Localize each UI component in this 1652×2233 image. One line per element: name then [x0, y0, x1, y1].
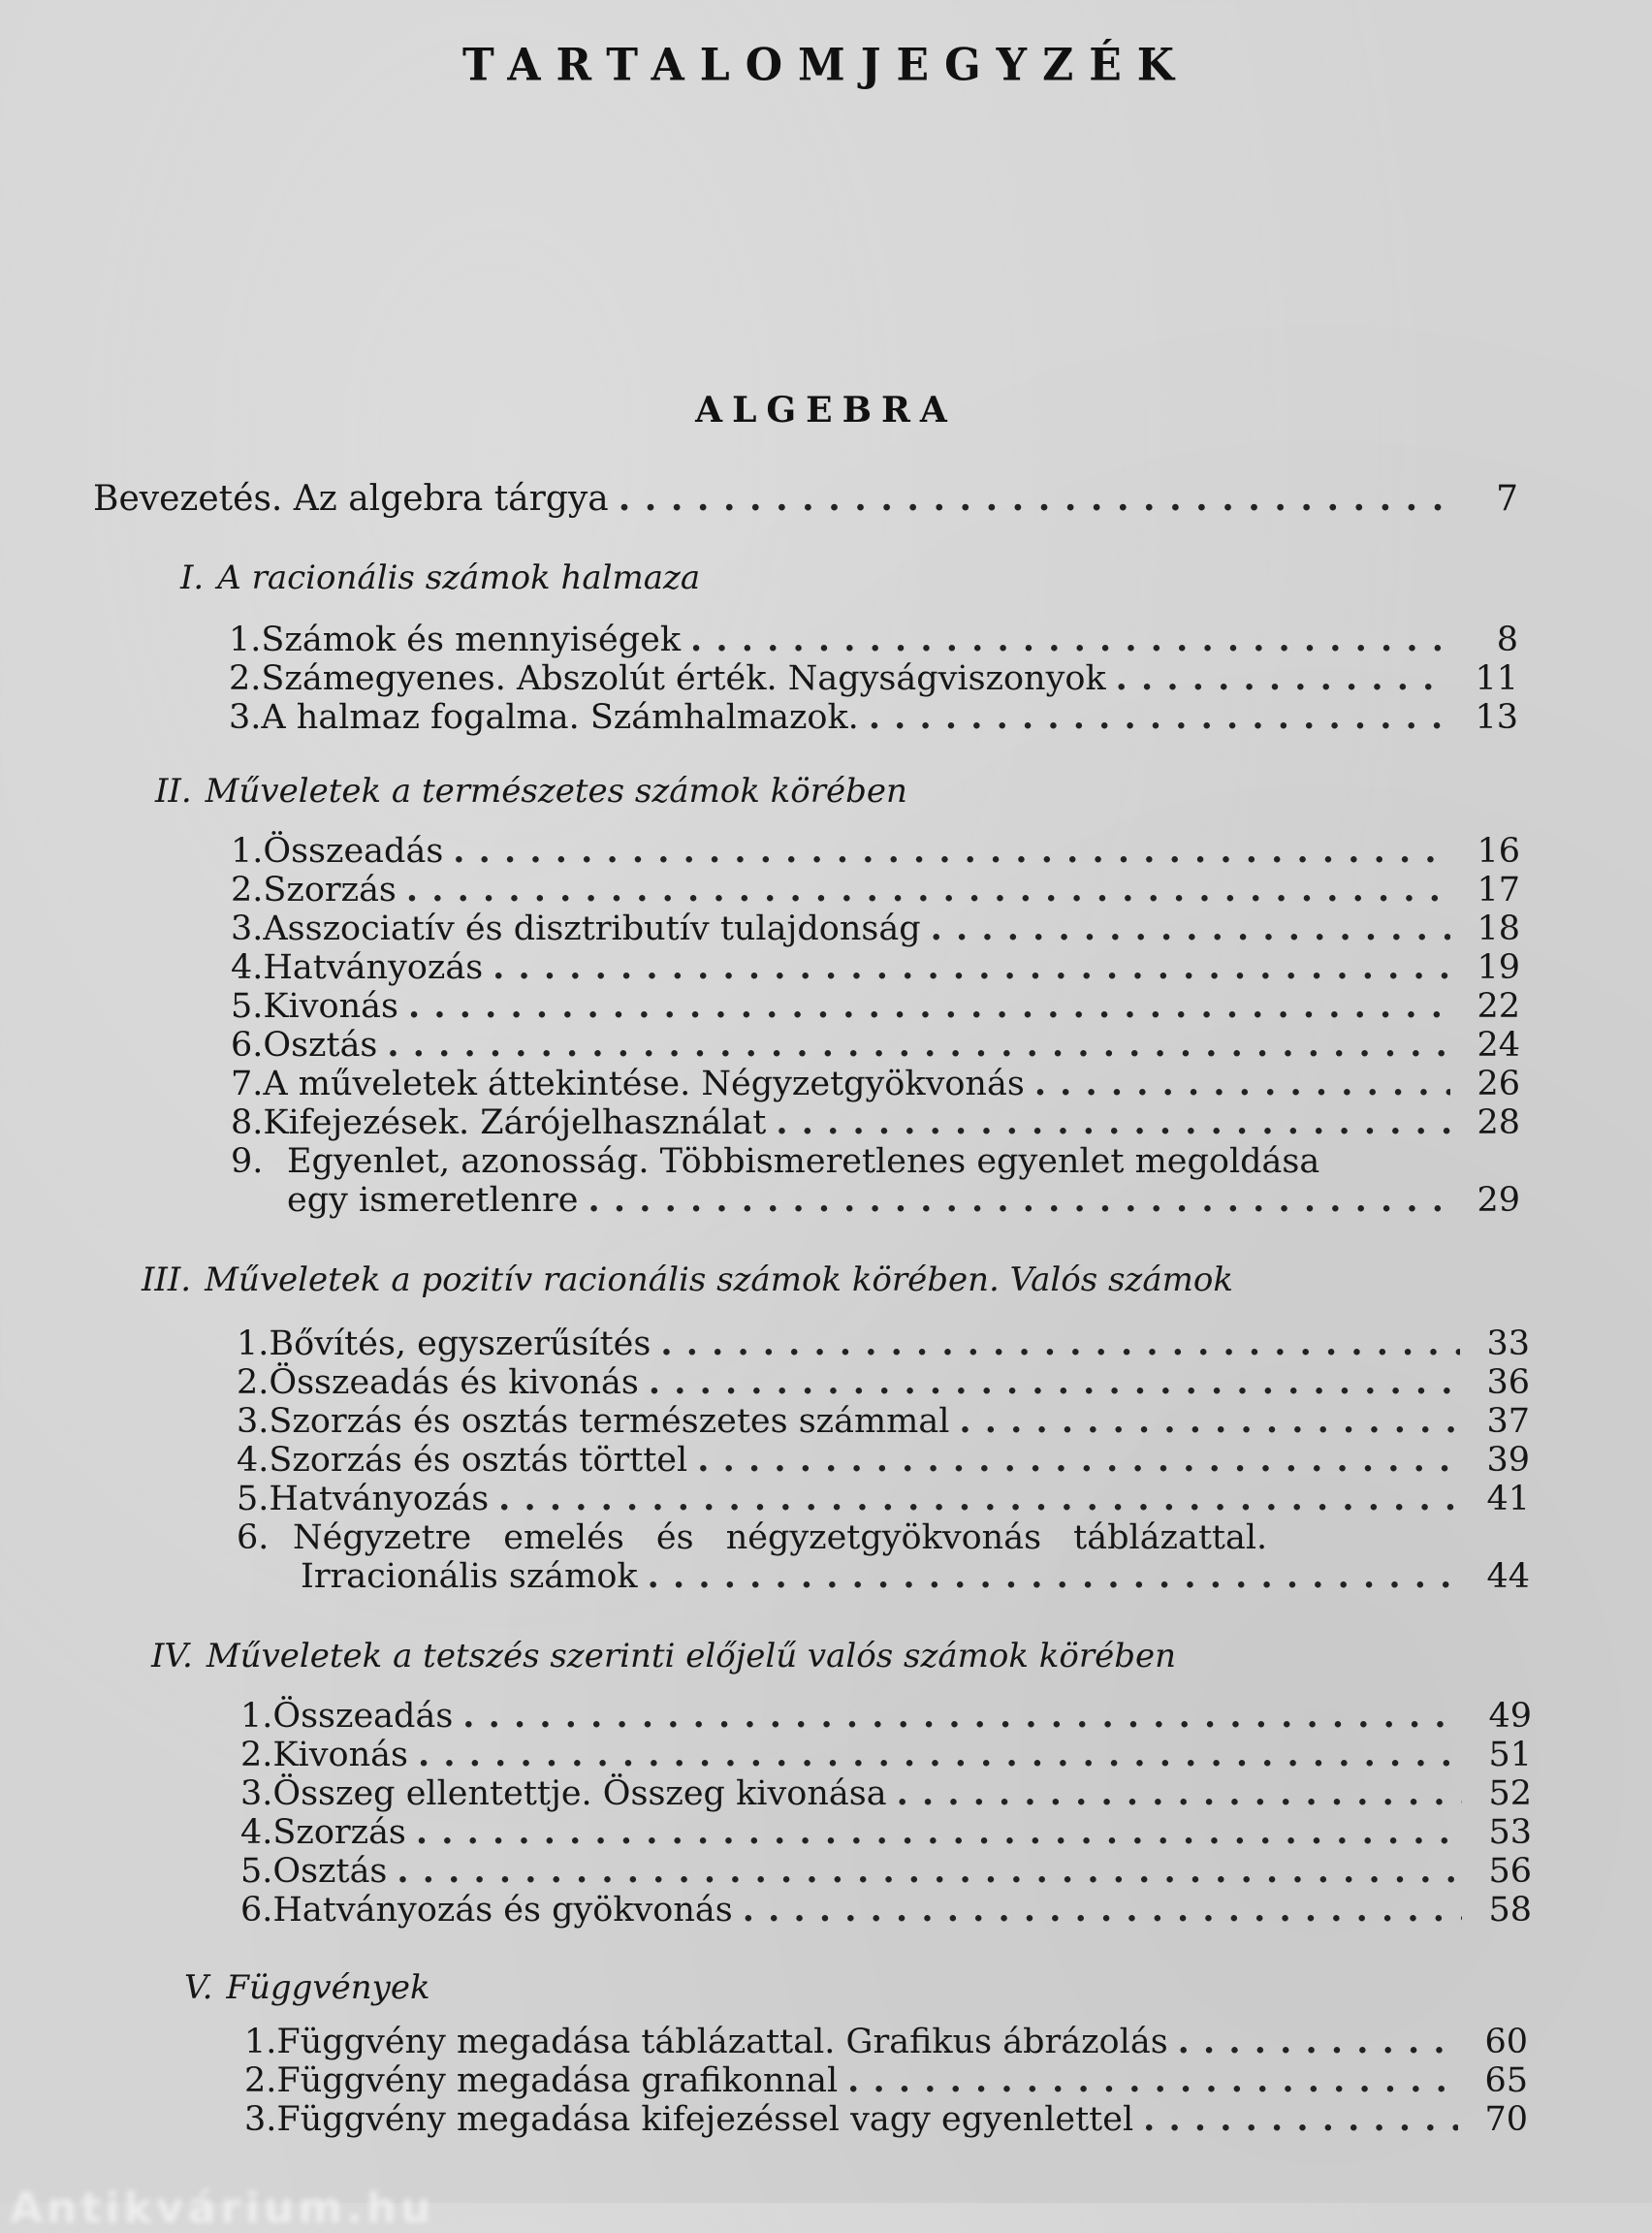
- toc-page-number: 53: [1488, 1813, 1532, 1852]
- chapter-heading: [155, 772, 907, 811]
- chapter-heading: [142, 1260, 1233, 1299]
- part-title: ALGEBRA: [695, 390, 957, 431]
- toc-entry-number: 4.: [240, 1813, 273, 1852]
- toc-entry-label: Szorzás és osztás természetes számmal: [269, 1402, 950, 1441]
- toc-page-number: 11: [1475, 659, 1518, 698]
- chapter-number: III.: [142, 1260, 192, 1299]
- toc-entry-number: 4.: [231, 948, 264, 987]
- toc-entry[interactable]: [237, 1363, 1530, 1402]
- toc-entry-number: 6.: [240, 1891, 273, 1930]
- toc-page-number: 24: [1477, 1026, 1520, 1065]
- toc-entry-label: Kifejezések. Zárójelhasználat: [263, 1103, 767, 1142]
- toc-entry[interactable]: [231, 871, 1520, 909]
- toc-entry-number: 7.: [231, 1065, 264, 1103]
- toc-entry[interactable]: [237, 1480, 1530, 1518]
- leader-dots: [1143, 2100, 1458, 2139]
- leader-dots: [406, 871, 1450, 909]
- toc-entry-number: 2.: [244, 2061, 277, 2100]
- toc-entry-label: Hatványozás: [269, 1480, 490, 1518]
- toc-page-number: 7: [1496, 479, 1518, 519]
- leader-dots: [776, 1103, 1450, 1142]
- toc-page-number: 28: [1477, 1103, 1520, 1142]
- toc-page-number: 37: [1486, 1402, 1530, 1441]
- toc-entry-number: 9.: [231, 1142, 264, 1181]
- toc-page-number: 39: [1486, 1441, 1530, 1480]
- toc-entry-number: 2.: [231, 871, 264, 909]
- toc-entry-number: 3.: [237, 1402, 270, 1441]
- toc-page-number: 58: [1488, 1891, 1532, 1930]
- toc-page-number: 41: [1486, 1480, 1530, 1518]
- leader-dots: [743, 1891, 1462, 1930]
- toc-entry[interactable]: [244, 2061, 1528, 2100]
- leader-dots: [462, 1697, 1462, 1736]
- toc-entry-label: Irracionális számok: [301, 1557, 638, 1596]
- toc-entry-number: 1.: [229, 621, 262, 659]
- toc-page-number: 16: [1477, 832, 1520, 871]
- toc-entry-number: 8.: [231, 1103, 264, 1142]
- toc-entry[interactable]: [231, 1065, 1520, 1103]
- toc-entry[interactable]: [231, 909, 1520, 948]
- chapter-heading: [180, 558, 700, 597]
- toc-entry-label: Hatványozás és gyökvonás: [272, 1891, 733, 1930]
- leader-dots: [649, 1363, 1460, 1402]
- toc-entry-number: 5.: [237, 1480, 270, 1518]
- leader-dots: [697, 1441, 1460, 1480]
- toc-entry-label: Számegyenes. Abszolút érték. Nagyságviszonyok: [261, 659, 1106, 698]
- toc-page-number: 13: [1475, 698, 1518, 737]
- toc-entry-number: 5.: [231, 987, 264, 1026]
- chapter-number: V.: [184, 1968, 213, 2007]
- toc-entry[interactable]: [229, 621, 1518, 659]
- toc-entry-multiline[interactable]: [231, 1142, 1520, 1181]
- toc-page-number: 8: [1496, 621, 1518, 659]
- toc-entry-label: A műveletek áttekintése. Négyzetgyökvonás: [263, 1065, 1025, 1103]
- toc-entry-label: Négyzetre emelés és négyzetgyökvonás táblázattal.: [293, 1518, 1268, 1557]
- toc-page-number: 33: [1486, 1324, 1530, 1363]
- toc-entry-label: Függvény megadása kifejezéssel vagy egyenlettel: [276, 2100, 1134, 2139]
- toc-entry-number: 3.: [231, 909, 264, 948]
- toc-entry-label: Függvény megadása grafikonnal: [276, 2061, 839, 2100]
- toc-entry-label: Összeadás és kivonás: [269, 1363, 639, 1402]
- toc-entry-number: 4.: [237, 1441, 270, 1480]
- toc-page-number: 51: [1488, 1736, 1532, 1774]
- toc-entry-number: 1.: [237, 1324, 270, 1363]
- leader-dots: [847, 2061, 1458, 2100]
- leader-dots: [1034, 1065, 1450, 1103]
- leader-dots: [690, 621, 1448, 659]
- leader-dots: [1178, 2023, 1458, 2061]
- toc-entry-number: 1.: [244, 2023, 277, 2061]
- toc-page-number: 22: [1477, 987, 1520, 1026]
- leader-dots: [397, 1852, 1462, 1891]
- chapter-number: II.: [155, 772, 192, 811]
- chapter-number: IV.: [151, 1637, 193, 1675]
- toc-page-number: 36: [1486, 1363, 1530, 1402]
- toc-entry-number: 6.: [237, 1518, 270, 1557]
- toc-entry-label: Asszociatív és disztributív tulajdonság: [263, 909, 921, 948]
- toc-page-number: 65: [1484, 2061, 1528, 2100]
- toc-entry-number: 5.: [240, 1852, 273, 1891]
- toc-entry[interactable]: [237, 1324, 1530, 1363]
- toc-page-number: 26: [1477, 1065, 1520, 1103]
- toc-page-number: 29: [1477, 1181, 1520, 1220]
- chapter-heading: [151, 1637, 1176, 1675]
- toc-entry-label: Szorzás és osztás törttel: [269, 1441, 688, 1480]
- toc-entry[interactable]: [237, 1402, 1530, 1441]
- toc-entry-label: Összeadás: [272, 1697, 454, 1736]
- leader-dots: [453, 832, 1450, 871]
- chapter-title: Műveletek a pozitív racionális számok körében. Valós számok: [205, 1260, 1233, 1299]
- toc-entry[interactable]: [231, 948, 1520, 987]
- leader-dots: [897, 1774, 1462, 1813]
- toc-entry[interactable]: [231, 1103, 1520, 1142]
- toc-page-number: 49: [1488, 1697, 1532, 1736]
- leader-dots: [619, 479, 1448, 518]
- toc-entry-continuation[interactable]: [301, 1557, 1530, 1596]
- toc-entry-number: 2.: [240, 1736, 273, 1774]
- toc-entry-number: 2.: [229, 659, 262, 698]
- leader-dots: [387, 1026, 1450, 1065]
- toc-page-number: 44: [1486, 1557, 1530, 1596]
- toc-entry[interactable]: [229, 698, 1518, 737]
- toc-page-number: 19: [1477, 948, 1520, 987]
- toc-entry-number: 1.: [240, 1697, 273, 1736]
- toc-entry-multiline[interactable]: [237, 1518, 1530, 1557]
- toc-entry-label: Bővítés, egyszerűsítés: [269, 1324, 651, 1363]
- toc-entry[interactable]: [240, 1774, 1532, 1813]
- toc-entry[interactable]: [231, 832, 1520, 871]
- leader-dots: [492, 948, 1450, 987]
- toc-entry-label: Szorzás: [263, 871, 397, 909]
- toc-entry-label: Függvény megadása táblázattal. Grafikus ábrázolás: [276, 2023, 1168, 2061]
- leader-dots: [408, 987, 1450, 1026]
- toc-entry-label: egy ismeretlenre: [287, 1181, 579, 1220]
- toc-entry[interactable]: [237, 1441, 1530, 1480]
- toc-entry-intro[interactable]: [93, 479, 1518, 519]
- chapter-title: Műveletek a természetes számok körében: [205, 772, 907, 811]
- toc-entry[interactable]: [244, 2023, 1528, 2061]
- toc-entry-label: Hatványozás: [263, 948, 484, 987]
- leader-dots: [660, 1324, 1460, 1363]
- leader-dots: [416, 1813, 1462, 1852]
- toc-entry[interactable]: [231, 987, 1520, 1026]
- page-title: TARTALOMJEGYZÉK: [462, 39, 1190, 92]
- toc-entry-number: 3.: [244, 2100, 277, 2139]
- chapter-number: I.: [180, 558, 205, 597]
- toc-page-number: 70: [1484, 2100, 1528, 2139]
- toc-entry-label: Egyenlet, azonosság. Többismeretlenes egyenlet megoldása: [287, 1142, 1320, 1181]
- toc-entry-label: A halmaz fogalma. Számhalmazok.: [261, 698, 859, 737]
- toc-entry[interactable]: [240, 1813, 1532, 1852]
- toc-entry-label: Bevezetés. Az algebra tárgya: [93, 479, 609, 519]
- toc-entry-label: Számok és mennyiségek: [261, 621, 682, 659]
- toc-entry-label: Szorzás: [272, 1813, 406, 1852]
- toc-entry[interactable]: [244, 2100, 1528, 2139]
- leader-dots: [959, 1402, 1460, 1441]
- toc-entry-number: 6.: [231, 1026, 264, 1065]
- toc-entry-number: 2.: [237, 1363, 270, 1402]
- toc-entry-continuation[interactable]: [287, 1181, 1520, 1220]
- toc-page-number: 17: [1477, 871, 1520, 909]
- leader-dots: [498, 1480, 1460, 1518]
- toc-entry[interactable]: [231, 1026, 1520, 1065]
- toc-entry-number: 1.: [231, 832, 264, 871]
- toc-entry[interactable]: [229, 659, 1518, 698]
- toc-entry[interactable]: [240, 1736, 1532, 1774]
- toc-entry[interactable]: [240, 1697, 1532, 1736]
- toc-page-number: 56: [1488, 1852, 1532, 1891]
- chapter-title: A racionális számok halmaza: [217, 558, 701, 597]
- toc-page-number: 52: [1488, 1774, 1532, 1813]
- toc-entry-number: 3.: [240, 1774, 273, 1813]
- toc-page-number: 18: [1477, 909, 1520, 948]
- chapter-title: Függvények: [226, 1968, 430, 2007]
- chapter-title: Műveletek a tetszés szerinti előjelű valós számok körében: [206, 1637, 1176, 1675]
- watermark: Antikvárium.hu: [10, 2184, 435, 2233]
- toc-entry-label: Osztás: [263, 1026, 378, 1065]
- toc-entry-number: 3.: [229, 698, 262, 737]
- leader-dots: [588, 1181, 1450, 1220]
- leader-dots: [869, 698, 1448, 737]
- leader-dots: [418, 1736, 1462, 1774]
- toc-entry-label: Összeadás: [263, 832, 444, 871]
- leader-dots: [648, 1557, 1460, 1596]
- leader-dots: [1116, 659, 1448, 698]
- toc-entry[interactable]: [240, 1852, 1532, 1891]
- toc-entry-label: Összeg ellentettje. Összeg kivonása: [272, 1774, 887, 1813]
- chapter-heading: [184, 1968, 430, 2007]
- toc-entry[interactable]: [240, 1891, 1532, 1930]
- toc-entry-label: Kivonás: [263, 987, 398, 1026]
- leader-dots: [931, 909, 1450, 948]
- toc-entry-label: Osztás: [272, 1852, 388, 1891]
- toc-entry-label: Kivonás: [272, 1736, 408, 1774]
- toc-page-number: 60: [1484, 2023, 1528, 2061]
